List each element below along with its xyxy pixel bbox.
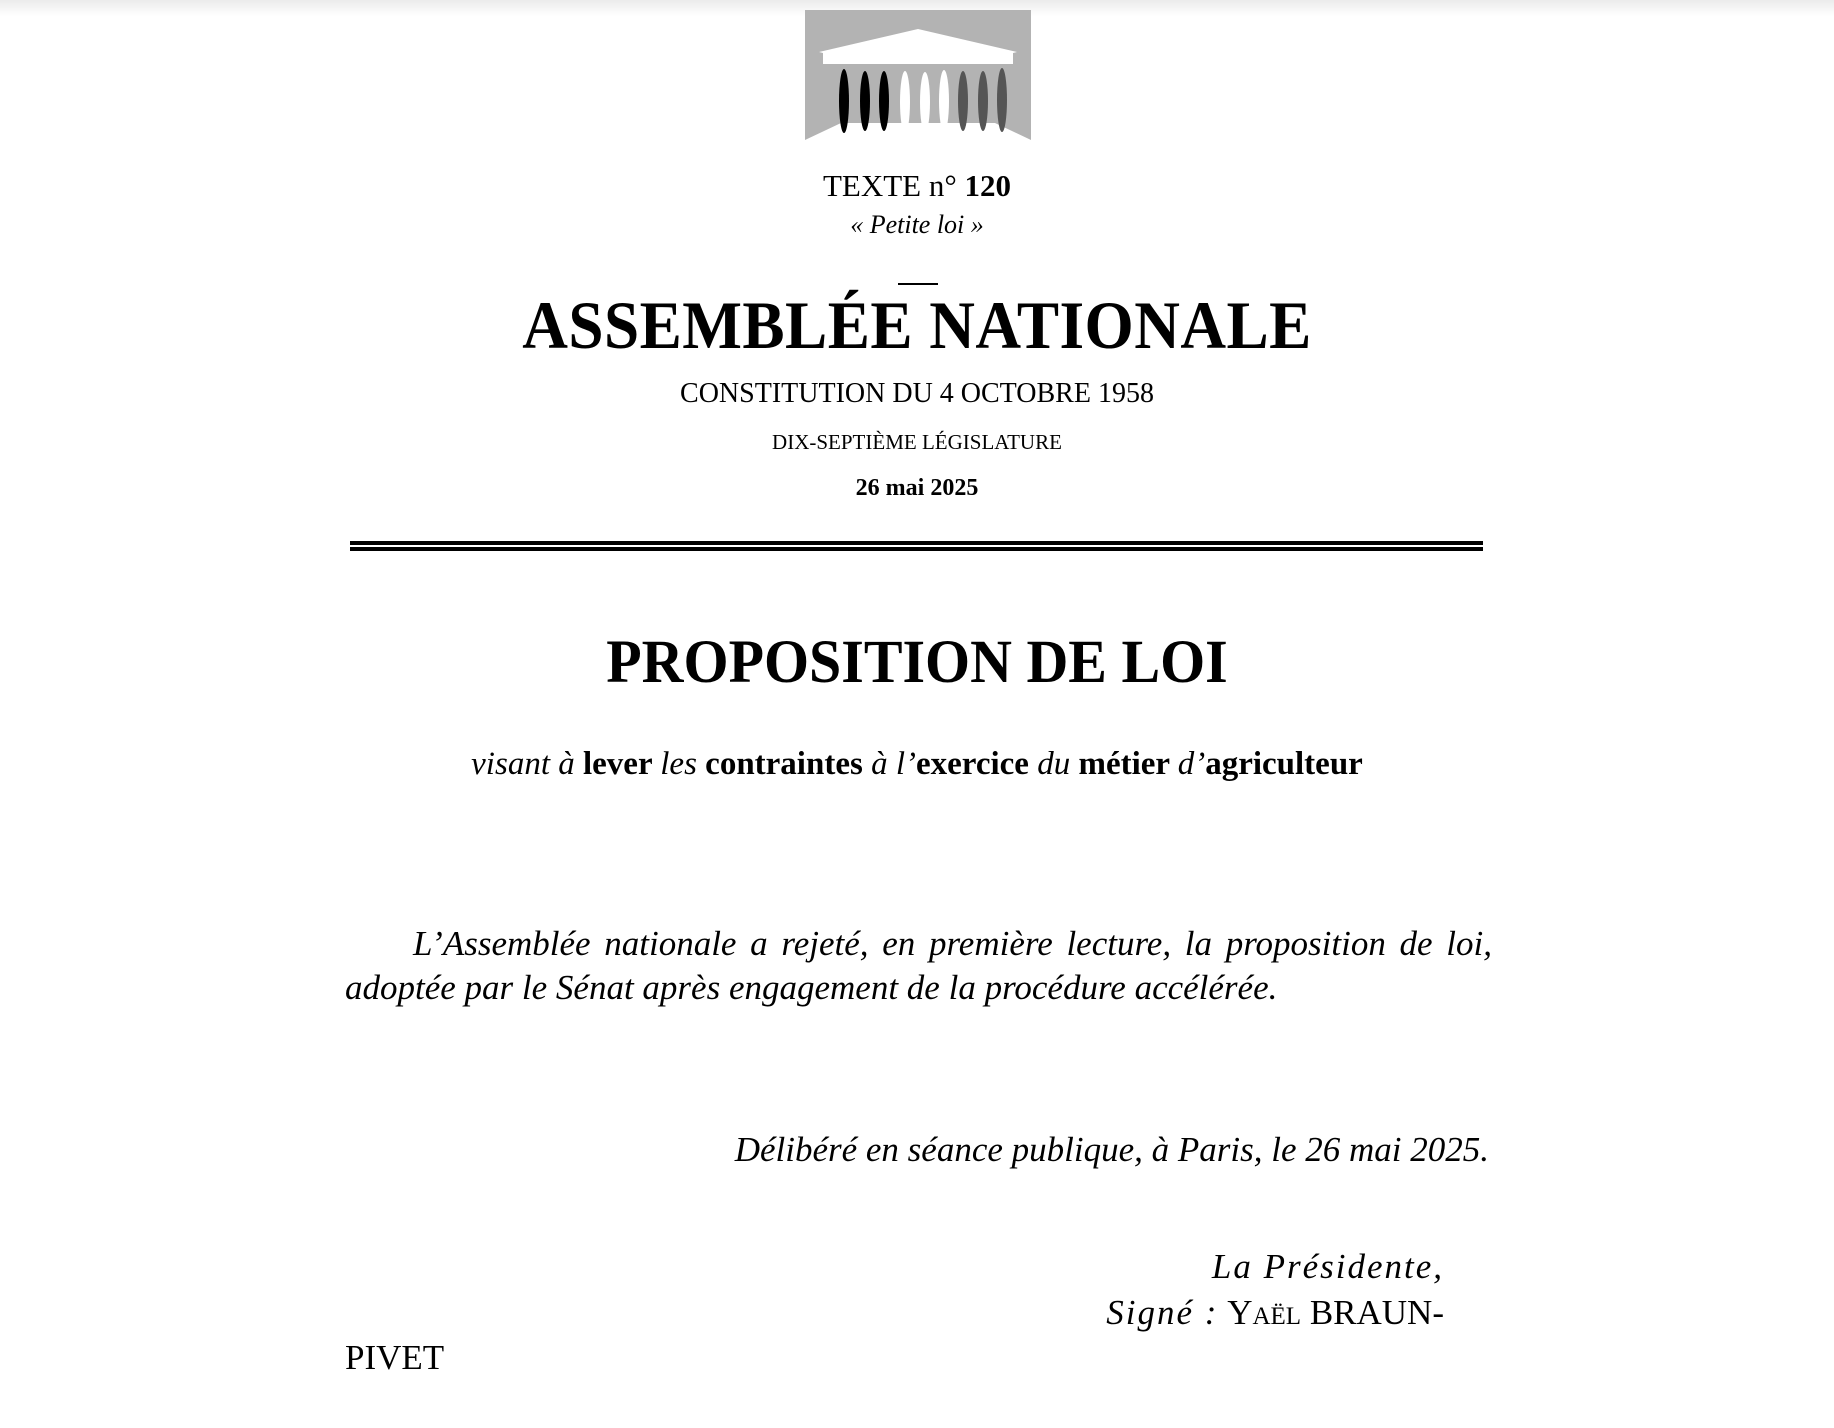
document-subtitle [0, 746, 1834, 783]
texte-number-line [0, 168, 1834, 204]
legislature-line: DIX-SEPTIÈME LÉGISLATURE [772, 430, 1062, 454]
signatory-last-name-part2: PIVET [345, 1338, 445, 1377]
subtitle-part: à l’ [871, 746, 916, 782]
petite-loi-label: « Petite loi » [850, 210, 984, 239]
signatory-first-name: Yaël [1227, 1293, 1302, 1332]
subtitle-part: visant à [471, 746, 583, 782]
texte-prefix: TEXTE n° [822, 168, 957, 203]
deliberation-line: Délibéré en séance publique, à Paris, le 26 mai 2025. [734, 1130, 1489, 1169]
header-date: 26 mai 2025 [855, 475, 979, 501]
subtitle-part: les [660, 746, 706, 782]
signature-line [1106, 1293, 1444, 1333]
logo-columns [839, 68, 1007, 133]
constitution-line: CONSTITUTION DU 4 OCTOBRE 1958 [680, 378, 1154, 409]
assemblee-nationale-logo [805, 10, 1031, 140]
subtitle-part: agriculteur [1205, 746, 1363, 782]
signature-role: La Présidente, [1211, 1247, 1444, 1286]
short-rule [898, 283, 938, 285]
body-paragraph: L’Assemblée nationale a rejeté, en première lecture, la proposition de loi, adoptée par le Sénat après engagement de la procédure accélérée. [345, 924, 1492, 1007]
signed-label: Signé : [1106, 1293, 1219, 1332]
subtitle-part: exercice [915, 746, 1038, 782]
document-title: PROPOSITION DE LOI [606, 629, 1228, 696]
signatory-last-name-part1: BRAUN- [1309, 1293, 1444, 1332]
subtitle-part: métier [1078, 746, 1178, 782]
subtitle-part: d’ [1177, 746, 1206, 782]
subtitle-part: lever [582, 746, 661, 782]
texte-number: 120 [964, 168, 1012, 203]
institution-heading: ASSEMBLÉE NATIONALE [522, 287, 1312, 363]
subtitle-part: du [1037, 746, 1079, 782]
subtitle-part: contraintes [705, 746, 872, 782]
double-rule-divider [350, 541, 1483, 551]
